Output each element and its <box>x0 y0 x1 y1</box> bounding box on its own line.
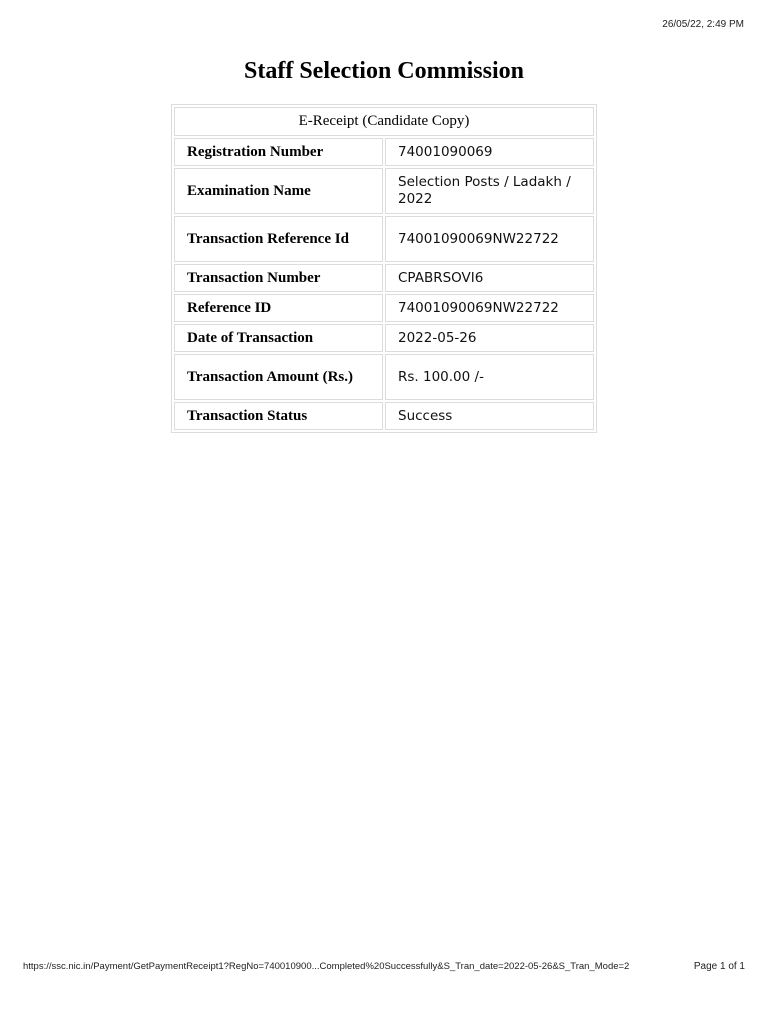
registration-number-label: Registration Number <box>174 138 383 166</box>
transaction-amount-label: Transaction Amount (Rs.) <box>174 354 383 400</box>
examination-name-value: Selection Posts / Ladakh / 2022 <box>385 168 594 214</box>
reference-id-label: Reference ID <box>174 294 383 322</box>
table-row <box>174 264 594 292</box>
transaction-reference-id-label: Transaction Reference Id <box>174 216 383 262</box>
table-row <box>174 324 594 352</box>
receipt-caption: E-Receipt (Candidate Copy) <box>174 107 594 136</box>
registration-number-value: 74001090069 <box>385 138 594 166</box>
receipt-table <box>171 104 597 433</box>
transaction-status-value: Success <box>385 402 594 430</box>
table-row <box>174 294 594 322</box>
transaction-status-label: Transaction Status <box>174 402 383 430</box>
receipt-caption-row <box>174 107 594 136</box>
print-footer-url: https://ssc.nic.in/Payment/GetPaymentReceipt1?RegNo=740010900...Completed%20Successfully&S_Tran_date=2022-05-26&S_Tran_Mode=2 <box>23 961 630 972</box>
transaction-amount-value: Rs. 100.00 /- <box>385 354 594 400</box>
transaction-reference-id-value: 74001090069NW22722 <box>385 216 594 262</box>
print-header-datetime: 26/05/22, 2:49 PM <box>662 19 744 30</box>
date-of-transaction-label: Date of Transaction <box>174 324 383 352</box>
table-row <box>174 168 594 214</box>
transaction-number-label: Transaction Number <box>174 264 383 292</box>
examination-name-label: Examination Name <box>174 168 383 214</box>
table-row <box>174 354 594 400</box>
table-row <box>174 216 594 262</box>
date-of-transaction-value: 2022-05-26 <box>385 324 594 352</box>
print-footer-page-number: Page 1 of 1 <box>693 961 745 972</box>
table-row <box>174 402 594 430</box>
reference-id-value: 74001090069NW22722 <box>385 294 594 322</box>
page-title: Staff Selection Commission <box>244 58 524 84</box>
transaction-number-value: CPABRSOVI6 <box>385 264 594 292</box>
table-row <box>174 138 594 166</box>
